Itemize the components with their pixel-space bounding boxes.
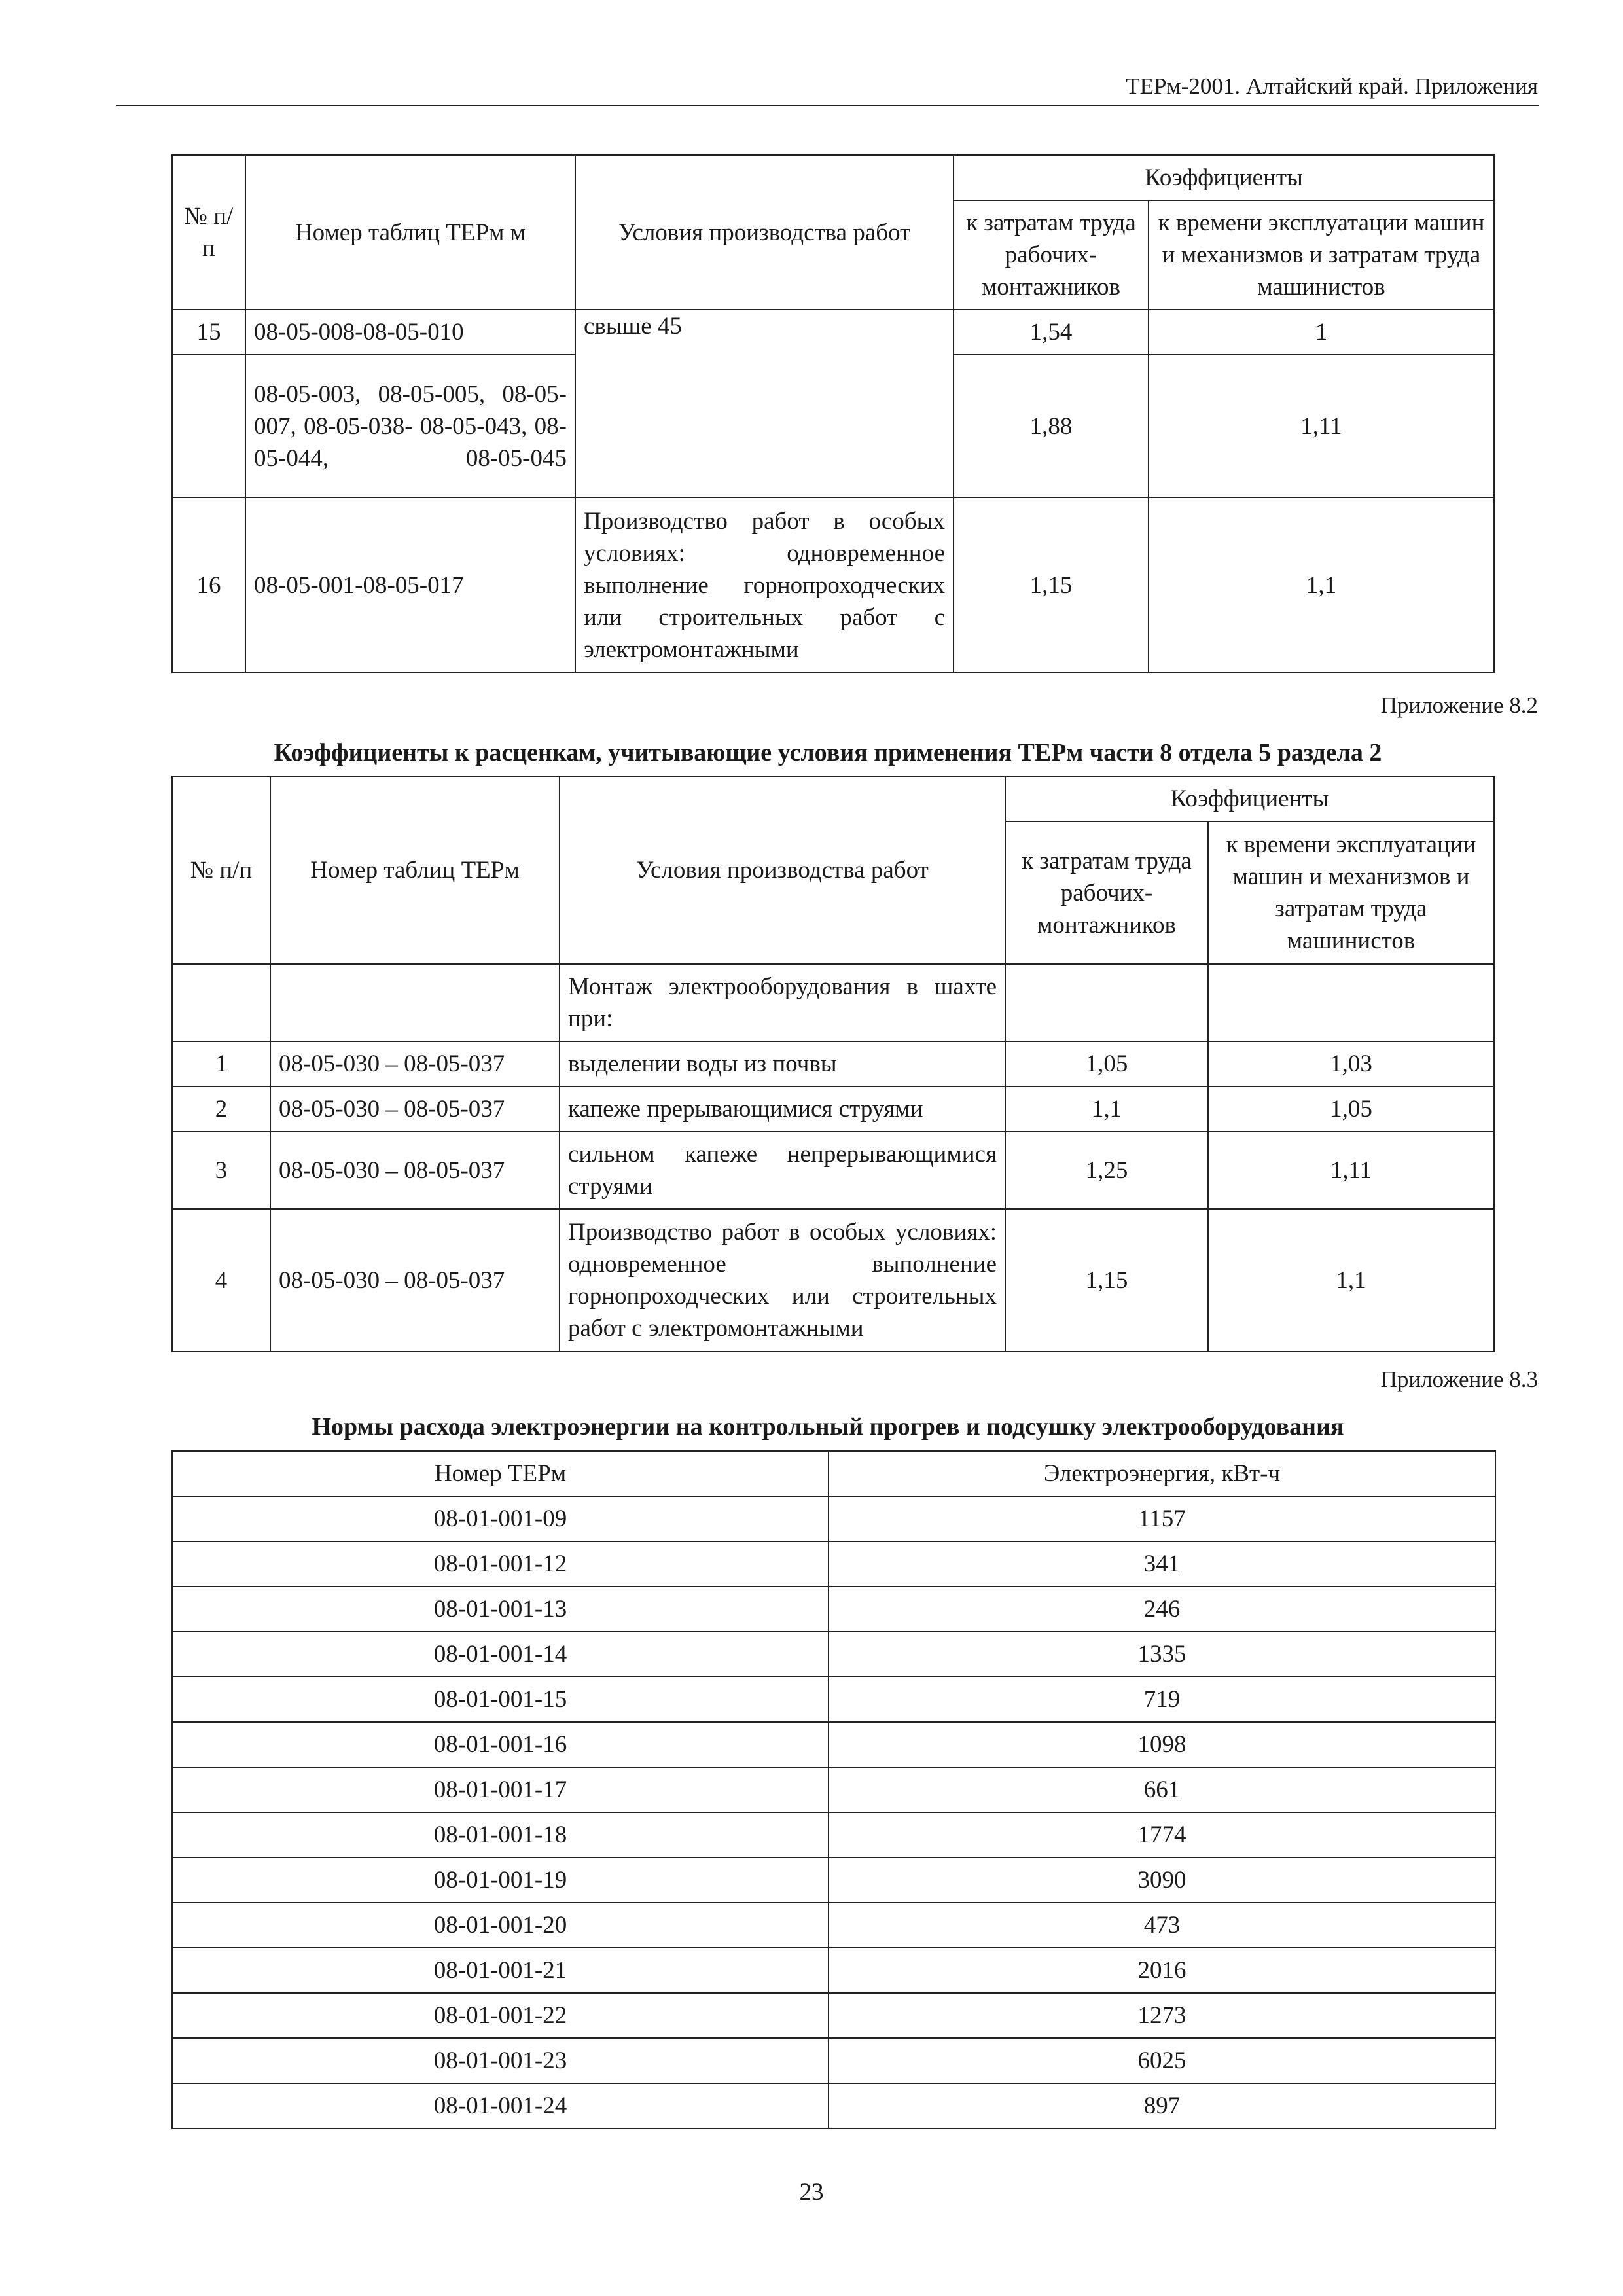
row-code: 08-01-001-21 <box>172 1948 829 1993</box>
table-row <box>172 1722 1495 1767</box>
row-num: 4 <box>172 1209 270 1352</box>
energy-table <box>171 1450 1496 2129</box>
row-num: 3 <box>172 1132 270 1209</box>
table-row <box>172 1209 1494 1352</box>
header-machines: к времени эксплуатации машин и механизмов и затратам труда машинистов <box>1208 821 1494 964</box>
row-code: 08-01-001-22 <box>172 1993 829 2038</box>
header-tables: Номер таблиц ТЕРм <box>270 776 560 964</box>
table-row <box>172 1767 1495 1812</box>
header-coefficients: Коэффициенты <box>1005 776 1494 821</box>
row-tables: 08-05-008-08-05-010 <box>245 310 575 355</box>
table-row <box>172 1632 1495 1677</box>
row-tables: 08-05-030 – 08-05-037 <box>270 1086 560 1132</box>
table-row <box>172 1541 1495 1587</box>
row-energy: 1273 <box>829 1993 1495 2038</box>
row-code: 08-01-001-23 <box>172 2038 829 2083</box>
row-code: 08-01-001-09 <box>172 1496 829 1541</box>
row-code: 08-01-001-18 <box>172 1812 829 1857</box>
row-conditions: свыше 45 <box>575 310 954 497</box>
row-labor: 1,15 <box>954 497 1149 673</box>
table-row <box>172 1496 1495 1541</box>
row-energy: 6025 <box>829 2038 1495 2083</box>
header-num: № п/п <box>172 776 270 964</box>
table-row <box>172 1857 1495 1903</box>
header-conditions: Условия производства работ <box>560 776 1005 964</box>
table-row <box>172 1132 1494 1209</box>
row-tables: 08-05-030 – 08-05-037 <box>270 1132 560 1209</box>
row-energy: 719 <box>829 1677 1495 1722</box>
row-energy: 2016 <box>829 1948 1495 1993</box>
table-row <box>172 1948 1495 1993</box>
coefficients-table-continued <box>171 154 1495 673</box>
row-energy: 473 <box>829 1903 1495 1948</box>
row-conditions: Производство работ в особых условиях: одновременное выполнение горнопроходческих или строительных работ с электромонтажными <box>575 497 954 673</box>
row-energy: 3090 <box>829 1857 1495 1903</box>
table-row <box>172 1086 1494 1132</box>
row-machines: 1,1 <box>1208 1209 1494 1352</box>
row-conditions: капеже прерывающимися струями <box>560 1086 1005 1132</box>
header-labor: к затратам труда рабочих-монтажников <box>954 200 1149 310</box>
header-rule <box>116 105 1539 106</box>
row-labor: 1,88 <box>954 355 1149 497</box>
row-code: 08-01-001-12 <box>172 1541 829 1587</box>
row-num-empty <box>172 964 270 1041</box>
row-conditions: выделении воды из почвы <box>560 1041 1005 1086</box>
energy-table-body <box>172 1496 1495 2128</box>
table-row <box>172 1587 1495 1632</box>
appendix-label: Приложение 8.2 <box>1380 692 1538 718</box>
row-code: 08-01-001-20 <box>172 1903 829 1948</box>
row-energy: 341 <box>829 1541 1495 1587</box>
row-labor: 1,25 <box>1005 1132 1208 1209</box>
row-tables-empty <box>270 964 560 1041</box>
header-machines: к времени эксплуатации машин и механизмов и затратам труда машинистов <box>1149 200 1494 310</box>
row-energy: 661 <box>829 1767 1495 1812</box>
table-row <box>172 2038 1495 2083</box>
row-code: 08-01-001-19 <box>172 1857 829 1903</box>
row-tables: 08-05-001-08-05-017 <box>245 497 575 673</box>
row-code: 08-01-001-14 <box>172 1632 829 1677</box>
header-labor: к затратам труда рабочих-монтажников <box>1005 821 1208 964</box>
row-machines: 1,1 <box>1149 497 1494 673</box>
row-code: 08-01-001-13 <box>172 1587 829 1632</box>
header-tables: Номер таблиц ТЕРм м <box>245 155 575 310</box>
row-conditions: сильном капеже непрерывающимися струями <box>560 1132 1005 1209</box>
row-labor: 1,54 <box>954 310 1149 355</box>
row-labor: 1,05 <box>1005 1041 1208 1086</box>
row-machines: 1,11 <box>1149 355 1494 497</box>
table-row <box>172 1993 1495 2038</box>
row-num-empty <box>172 355 245 497</box>
table-row <box>172 1903 1495 1948</box>
row-energy: 1098 <box>829 1722 1495 1767</box>
row-machines: 1,03 <box>1208 1041 1494 1086</box>
header-coefficients: Коэффициенты <box>954 155 1494 200</box>
row-conditions: Монтаж электрооборудования в шахте при: <box>560 964 1005 1041</box>
row-machines: 1 <box>1149 310 1494 355</box>
page-number: 23 <box>799 2179 824 2206</box>
row-num: 16 <box>172 497 245 673</box>
row-num: 15 <box>172 310 245 355</box>
coefficients-table <box>171 776 1495 1352</box>
row-code: 08-01-001-15 <box>172 1677 829 1722</box>
table-row <box>172 2083 1495 2128</box>
row-energy: 246 <box>829 1587 1495 1632</box>
row-tables: 08-05-003, 08-05-005, 08-05-007, 08-05-038- 08-05-043, 08-05-044, 08-05-045 <box>245 355 575 497</box>
row-machines: 1,05 <box>1208 1086 1494 1132</box>
row-energy: 1157 <box>829 1496 1495 1541</box>
table-row <box>172 1812 1495 1857</box>
row-num: 2 <box>172 1086 270 1132</box>
table-row <box>172 964 1494 1041</box>
row-energy: 1774 <box>829 1812 1495 1857</box>
row-energy: 897 <box>829 2083 1495 2128</box>
row-machines-empty <box>1208 964 1494 1041</box>
row-labor: 1,1 <box>1005 1086 1208 1132</box>
row-tables: 08-05-030 – 08-05-037 <box>270 1209 560 1352</box>
row-tables: 08-05-030 – 08-05-037 <box>270 1041 560 1086</box>
header-code: Номер ТЕРм <box>172 1451 829 1496</box>
appendix-label: Приложение 8.3 <box>1380 1367 1538 1392</box>
header-num: № п/п <box>172 155 245 310</box>
appendix-title: Нормы расхода электроэнергии на контрольный прогрев и подсушку электрооборудования <box>312 1413 1344 1441</box>
row-conditions: Производство работ в особых условиях: одновременное выполнение горнопроходческих или строительных работ с электромонтажными <box>560 1209 1005 1352</box>
row-machines: 1,11 <box>1208 1132 1494 1209</box>
header-conditions: Условия производства работ <box>575 155 954 310</box>
table-row <box>172 1677 1495 1722</box>
row-code: 08-01-001-17 <box>172 1767 829 1812</box>
running-header: ТЕРм-2001. Алтайский край. Приложения <box>1126 73 1538 99</box>
appendix-title: Коэффициенты к расценкам, учитывающие условия применения ТЕРм части 8 отдела 5 раздела 2 <box>274 739 1382 766</box>
row-labor-empty <box>1005 964 1208 1041</box>
row-num: 1 <box>172 1041 270 1086</box>
row-labor: 1,15 <box>1005 1209 1208 1352</box>
row-code: 08-01-001-16 <box>172 1722 829 1767</box>
table-row <box>172 310 1494 355</box>
row-code: 08-01-001-24 <box>172 2083 829 2128</box>
table-row <box>172 497 1494 673</box>
row-energy: 1335 <box>829 1632 1495 1677</box>
table-row <box>172 1041 1494 1086</box>
header-energy: Электроэнергия, кВт-ч <box>829 1451 1495 1496</box>
